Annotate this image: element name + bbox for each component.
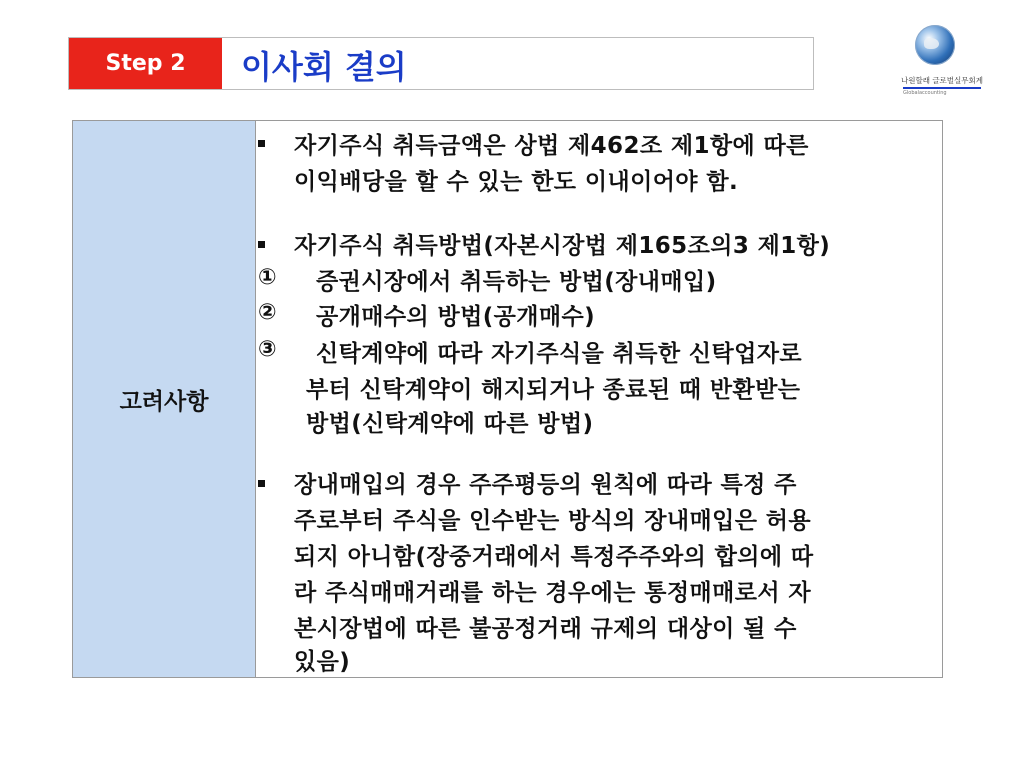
globe-icon xyxy=(915,25,955,65)
square-bullet-icon xyxy=(258,140,265,147)
text-line: 이익배당을 할 수 있는 한도 이내이어야 함. xyxy=(294,169,739,195)
text-line: 장내매입의 경우 주주평등의 원칙에 따라 특정 주 xyxy=(294,472,797,498)
text-line: 자기주식 취득금액은 상법 제462조 제1항에 따른 xyxy=(294,133,809,159)
list-marker: ③ xyxy=(258,337,277,362)
text-line: 있음) xyxy=(294,649,351,675)
text-line: 증권시장에서 취득하는 방법(장내매입) xyxy=(316,269,717,295)
text-line: 공개매수의 방법(공개매수) xyxy=(316,304,596,330)
square-bullet-icon xyxy=(258,241,265,248)
row-label: 고려사항 xyxy=(73,121,256,677)
step-header xyxy=(68,37,814,90)
logo-text: 나원할래 글로벌실무회계 xyxy=(900,76,984,85)
logo-underline xyxy=(903,87,981,89)
text-line: 주로부터 주식을 인수받는 방식의 장내매입은 허용 xyxy=(294,508,812,534)
list-marker: ① xyxy=(258,265,277,290)
text-line: 부터 신탁계약이 해지되거나 종료된 때 반환받는 xyxy=(306,377,801,403)
company-logo xyxy=(900,25,984,97)
page-title: 이사회 결의 xyxy=(241,47,407,86)
square-bullet-icon xyxy=(258,480,265,487)
list-marker: ② xyxy=(258,300,277,325)
step-badge: Step 2 xyxy=(69,38,222,89)
text-line: 신탁계약에 따라 자기주식을 취득한 신탁업자로 xyxy=(316,341,802,367)
text-line: 본시장법에 따른 불공정거래 규제의 대상이 될 수 xyxy=(294,616,797,642)
considerations-table xyxy=(72,120,943,678)
text-line: 방법(신탁계약에 따른 방법) xyxy=(306,411,594,437)
text-line: 자기주식 취득방법(자본시장법 제165조의3 제1항) xyxy=(294,233,831,259)
text-line: 되지 아니함(장중거래에서 특정주주와의 합의에 따 xyxy=(294,544,814,570)
content-cell xyxy=(256,121,942,677)
logo-subtext: Globalaccounting xyxy=(903,90,947,96)
text-line: 라 주식매매거래를 하는 경우에는 통정매매로서 자 xyxy=(294,580,812,606)
